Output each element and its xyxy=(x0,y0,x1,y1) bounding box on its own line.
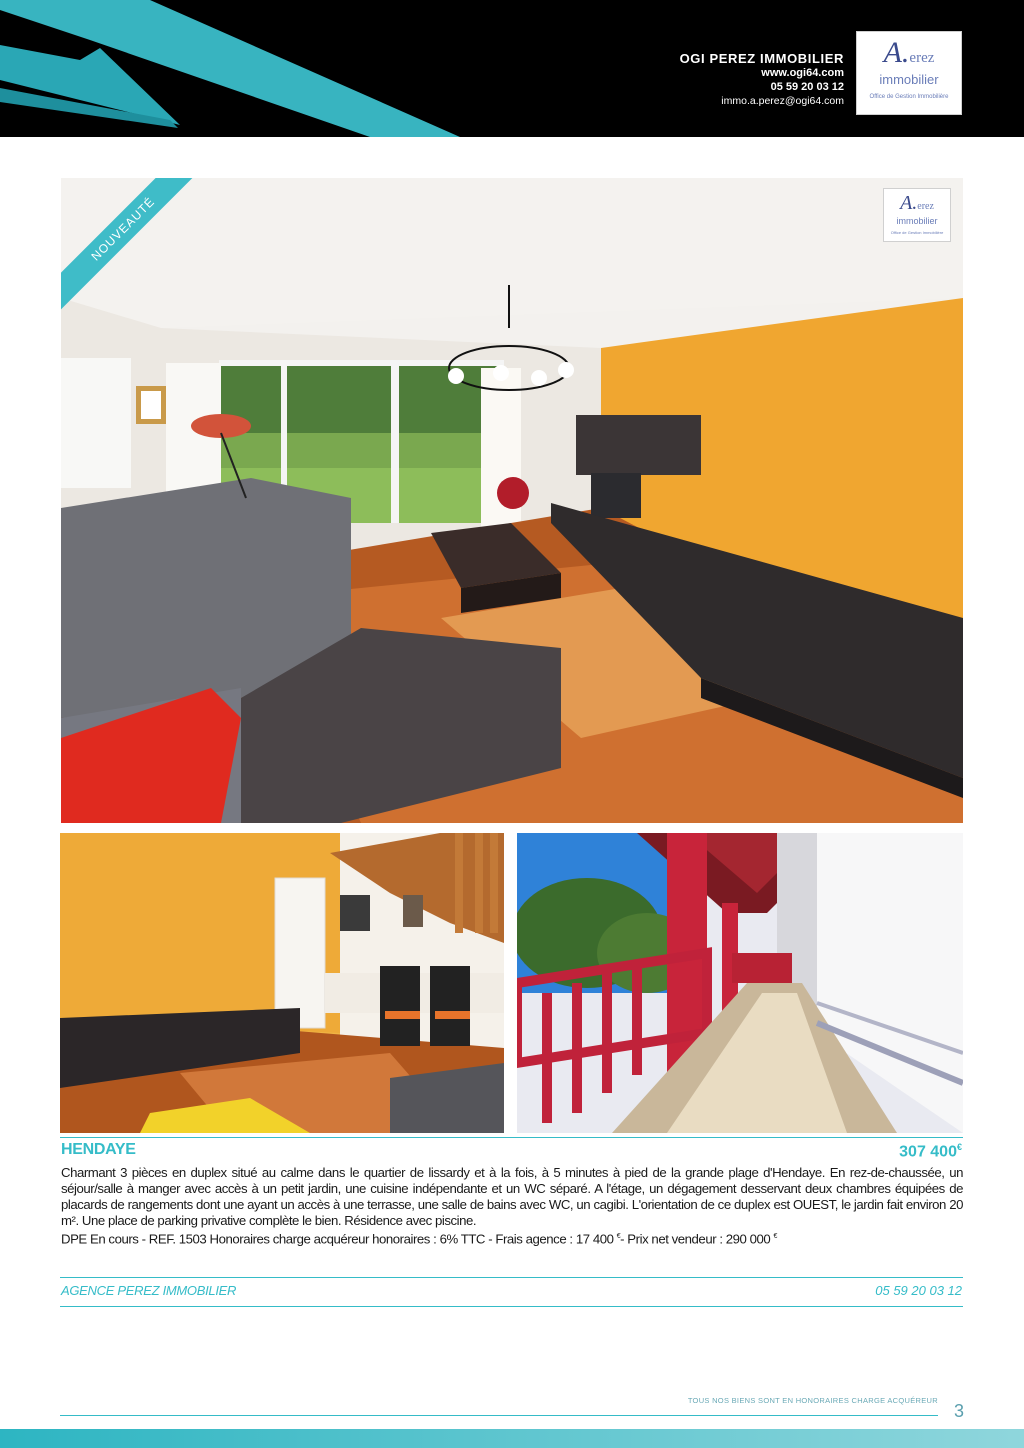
agency-phone[interactable]: 05 59 20 03 12 xyxy=(770,81,844,93)
fees-disclaimer: TOUS NOS BIENS SONT EN HONORAIRES CHARGE ACQUÉREUR xyxy=(687,1396,938,1405)
logo-mark: A. xyxy=(883,36,910,69)
agency-website[interactable]: www.ogi64.com xyxy=(761,67,844,79)
listing-city: HENDAYE xyxy=(61,1141,136,1158)
footer-agency-name: AGENCE PEREZ IMMOBILIER xyxy=(61,1283,237,1298)
page-bottom-rule xyxy=(60,1415,938,1416)
fees-text-1: DPE En cours - REF. 1503 Honoraires charge acquéreur honoraires : 6% TTC - Frais agence : 17 400 xyxy=(61,1231,617,1247)
page-header xyxy=(0,0,1024,137)
ribbon-label: NOUVEAUTÉ xyxy=(88,194,158,264)
watermark-mark-small: erez xyxy=(917,201,934,212)
listing-price xyxy=(899,1142,962,1161)
agency-name: OGI PEREZ IMMOBILIER xyxy=(679,51,844,66)
photo-watermark-logo xyxy=(883,188,951,242)
watermark-tagline: Office de Gestion Immobilière xyxy=(890,230,944,235)
fees-currency-2: € xyxy=(773,1233,777,1240)
bottom-accent-bar xyxy=(0,1429,1024,1448)
balcony-illustration xyxy=(517,833,963,1133)
price-value: 307 400 xyxy=(899,1143,957,1161)
footer-phone[interactable]: 05 59 20 03 12 xyxy=(875,1283,962,1298)
watermark-mark: A. xyxy=(900,192,918,214)
balcony-photo xyxy=(517,833,963,1133)
listing-top-rule xyxy=(60,1137,963,1138)
footer-top-rule xyxy=(60,1277,963,1278)
watermark-subtitle: immobilier xyxy=(896,216,938,226)
dining-room-photo xyxy=(60,833,504,1133)
logo-subtitle: immobilier xyxy=(879,72,939,87)
fees-text-2: - Prix net vendeur : 290 000 xyxy=(620,1231,774,1247)
living-room-photo xyxy=(61,178,963,823)
agency-contact-block xyxy=(680,52,844,108)
new-listing-ribbon xyxy=(61,178,211,328)
listing-description: Charmant 3 pièces en duplex situé au calme dans le quartier de lissardy et à la fois, à 5 minutes à pied de la grande plage d'Hendaye. En rez-de-chaussée, un séjour/salle à manger avec accès à un petit jardin, une cuisine indépendante et un WC séparé. A l'étage, un dégagement desservant deux chambres équipées de placards de rangements dont une ayant un accès à une terrasse, une salle de bains avec WC, un cagibi. L'orientation de ce duplex est OUEST, le jardin fait environ 20 m². Une place de parking privative complète le bien. Résidence avec piscine. xyxy=(61,1165,963,1228)
logo-tagline: Office de Gestion Immobilière xyxy=(869,94,949,100)
logo-mark-small: erez xyxy=(909,50,935,66)
fees-currency-1: € xyxy=(616,1233,621,1240)
price-currency: € xyxy=(956,1142,962,1152)
agency-logo xyxy=(856,31,962,115)
footer-bottom-rule xyxy=(60,1306,963,1307)
page-number: 3 xyxy=(953,1401,964,1421)
listing-fees-line xyxy=(61,1229,963,1247)
dining-room-illustration xyxy=(60,833,504,1133)
agency-email[interactable]: immo.a.perez@ogi64.com xyxy=(721,95,844,107)
